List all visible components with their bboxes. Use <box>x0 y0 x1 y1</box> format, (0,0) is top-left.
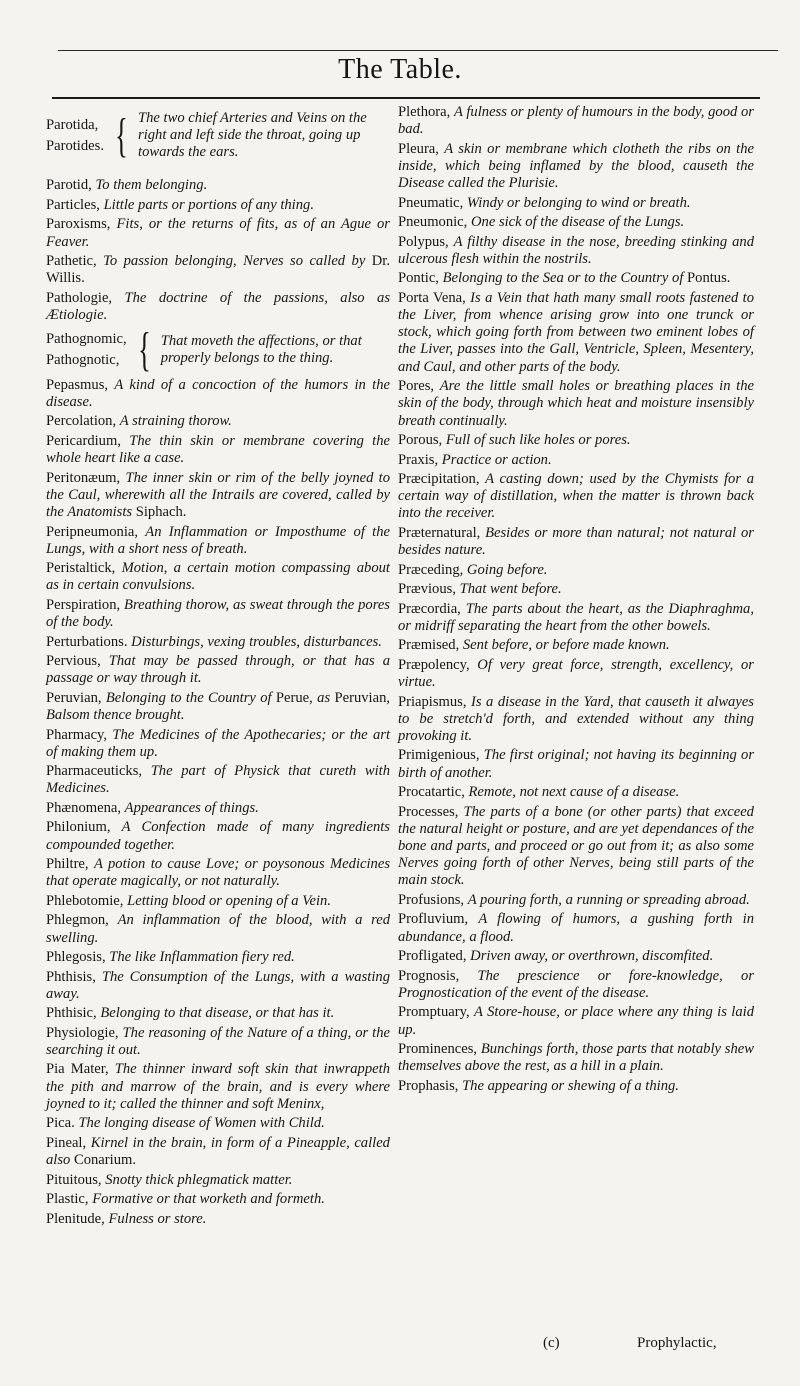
definition: A filthy disease in the nose, breeding stinking and ulcerous flesh within the nostrils. <box>398 233 754 267</box>
definition: The inner skin or rim of the belly joyned to the Caul, wherewith all the Intrails are covered, called by the Anatomists <box>46 469 390 521</box>
headword: Prævious, <box>398 581 456 598</box>
headword: Processes, <box>398 803 459 820</box>
dictionary-entry <box>398 452 754 469</box>
headword: Parotides. <box>46 137 104 154</box>
definition: A casting down; used by the Chymists for a certain way of distillation, when the matter is thrown back into the receiver. <box>398 471 754 522</box>
headword: Porta Vena, <box>398 289 466 306</box>
dictionary-entry <box>46 1135 390 1169</box>
definition: A pouring forth, a running or spreading abroad. <box>467 891 750 908</box>
dictionary-entry <box>398 471 754 523</box>
dictionary-entry <box>46 413 390 430</box>
definition: Full of such like holes or pores. <box>445 432 631 449</box>
definition: Breathing thorow, as sweat through the pores of the body. <box>46 596 390 631</box>
headword: Pineal, <box>46 1134 87 1151</box>
headword: Plenitude, <box>46 1210 105 1227</box>
headword: Profusions, <box>398 891 465 908</box>
dictionary-entry <box>46 253 390 287</box>
headword: Polypus, <box>398 233 449 250</box>
grouped-entry <box>46 323 390 377</box>
proper-name: Conarium. <box>73 1152 137 1169</box>
dictionary-entry <box>46 969 390 1003</box>
dictionary-entry <box>46 177 390 194</box>
headword: Præpolency, <box>398 656 470 673</box>
headword: Peripneumonia, <box>46 523 139 540</box>
headword: Peristaltick, <box>46 560 116 577</box>
definition: Sent before, or before made known. <box>462 637 670 654</box>
headword: Perturbations. <box>46 633 128 650</box>
proper-name: Peruvian, <box>334 689 391 706</box>
headword: Pepasmus, <box>46 376 109 393</box>
dictionary-entry <box>398 214 754 231</box>
dictionary-entry <box>398 104 754 138</box>
dictionary-entry <box>398 432 754 449</box>
headword: Physiologie, <box>46 1024 119 1041</box>
headword: Peritonæum, <box>46 469 121 486</box>
definition: The two chief Arteries and Veins on the right and left side the throat, going up towards the ears. <box>138 110 367 160</box>
headword: Pneumonic, <box>398 214 468 231</box>
catchword: Prophylactic, <box>637 1335 717 1351</box>
definition: Snotty thick phlegmatick matter. <box>105 1171 293 1188</box>
dictionary-entry <box>398 657 754 691</box>
dictionary-entry <box>398 601 754 635</box>
headword: Pica. <box>46 1115 75 1132</box>
headword: Praxis, <box>398 451 439 468</box>
left-column <box>46 104 390 1230</box>
dictionary-entry <box>46 377 390 411</box>
definition: as <box>317 689 331 706</box>
definition: To passion belonging, Nerves so called by <box>103 253 366 269</box>
dictionary-entry <box>398 784 754 801</box>
definition: Fits, or the returns of fits, as of an Ague or Feaver. <box>46 216 390 250</box>
page-title: The Table. <box>338 54 462 85</box>
definition: The parts about the heart, as the Diaphraghma, or midriff separating the heart from the other bowels. <box>398 600 754 634</box>
dictionary-entry <box>46 690 390 724</box>
definition: Formative or that worketh and formeth. <box>92 1191 325 1208</box>
headword: Plastic, <box>46 1191 89 1208</box>
headword: Pleura, <box>398 140 439 157</box>
definition: Practice or action. <box>441 451 552 468</box>
dictionary-entry <box>46 597 390 631</box>
dictionary-entry <box>46 1172 390 1189</box>
headword: Promptuary, <box>398 1004 470 1021</box>
headword: Pericardium, <box>46 432 121 449</box>
dictionary-entry <box>46 1061 390 1113</box>
dictionary-entry <box>46 893 390 910</box>
definition: The longing disease of Women with Child. <box>78 1115 325 1132</box>
dictionary-entry <box>398 892 754 909</box>
headword: Pituitous, <box>46 1171 102 1188</box>
definition: That may be passed through, or that has a passage or way through it. <box>46 653 390 687</box>
definition: The like Inflammation fiery red. <box>109 949 295 966</box>
headword: Philonium, <box>46 819 111 836</box>
headword: Particles, <box>46 196 100 213</box>
headword: Philtre, <box>46 856 89 873</box>
dictionary-entry <box>398 1078 754 1095</box>
headword: Pontic, <box>398 270 439 287</box>
definition: Belonging to that disease, or that has it. <box>100 1005 335 1022</box>
headword: Præcordia, <box>398 600 461 617</box>
definition: Balsom thence brought. <box>46 707 185 724</box>
dictionary-entry <box>398 694 754 746</box>
dictionary-entry <box>46 470 390 522</box>
headword: Plethora, <box>398 104 451 120</box>
headword: Pervious, <box>46 653 101 670</box>
definition: The Medicines of the Apothecaries; or the art of making them up. <box>46 726 390 760</box>
definition: Driven away, or overthrown, discomfited. <box>470 948 714 965</box>
definition: The part of Physick that cureth with Medicines. <box>46 763 391 797</box>
definition: Bunchings forth, those parts that notably shew themselves above the rest, as a hill in a plain. <box>398 1041 754 1075</box>
definition: To them belonging. <box>95 177 208 194</box>
definition: A fulness or plenty of humours in the body, good or bad. <box>398 104 754 138</box>
dictionary-entry <box>46 763 390 797</box>
dictionary-entry <box>398 562 754 579</box>
title-rule <box>52 97 760 99</box>
headword: Phlegosis, <box>46 949 106 966</box>
dictionary-entry <box>46 524 390 558</box>
headword: Phthisis, <box>46 968 96 985</box>
headword: Parotid, <box>46 177 92 194</box>
dictionary-entry <box>46 819 390 853</box>
dictionary-entry <box>46 727 390 761</box>
definition: Of very great force, strength, excellency, or virtue. <box>398 656 754 691</box>
dictionary-entry <box>398 195 754 212</box>
headword: Percolation, <box>46 413 117 430</box>
definition: Letting blood or opening of a Vein. <box>127 892 331 909</box>
dictionary-entry <box>398 270 754 287</box>
headword: Profluvium, <box>398 911 469 928</box>
definition: A flowing of humors, a gushing forth in abundance, a flood. <box>398 911 754 945</box>
definition: Belonging to the Sea or to the Country of <box>442 270 684 287</box>
headword: Pores, <box>398 378 435 395</box>
definition: That went before. <box>459 581 562 598</box>
dictionary-entry <box>398 290 754 376</box>
definition: A Confection made of many ingredients compounded together. <box>46 819 390 853</box>
definition: The thinner inward soft skin that inwrappeth the pith and marrow of the brain, and is every where joyned to it; called the thinner and soft Meninx, <box>46 1061 390 1112</box>
definition: A straining thorow. <box>119 413 232 430</box>
dictionary-entry <box>46 634 390 651</box>
headword: Phænomena, <box>46 799 121 816</box>
headword: Præmised, <box>398 637 460 654</box>
brace-mark: { <box>137 323 151 377</box>
right-column <box>398 104 754 1097</box>
dictionary-entry <box>46 949 390 966</box>
dictionary-entry <box>398 1041 754 1075</box>
definition: A potion to cause Love; or poysonous Medicines that operate magically, or not naturally. <box>46 856 390 890</box>
definition: An inflammation of the blood, with a red swelling. <box>46 912 390 946</box>
definition: The reasoning of the Nature of a thing, or the searching it out. <box>46 1024 390 1058</box>
dictionary-entry <box>46 1115 390 1132</box>
headword: Peruvian, <box>46 689 102 706</box>
dictionary-entry <box>398 804 754 890</box>
definition: That moveth the affections, or that properly belongs to the thing. <box>160 333 362 367</box>
headword: Pathetic, <box>46 253 97 269</box>
dictionary-entry <box>398 968 754 1002</box>
definition: Is a disease in the Yard, that causeth it alwayes to be stretch'd forth, and extended without any thing provoking it. <box>398 693 754 744</box>
dictionary-entry <box>398 378 754 430</box>
definition: The thin skin or membrane covering the whole heart like a case. <box>46 432 390 467</box>
definition: A skin or membrane which clotheth the ribs on the inside, which being inflamed by the blood, causeth the Disease called the Plurisie. <box>398 140 755 192</box>
headword: Phthisic, <box>46 1005 97 1022</box>
definition: Little parts or portions of any thing. <box>103 196 314 213</box>
proper-name: Perue, <box>275 689 313 706</box>
definition: The parts of a bone (or other parts) that exceed the natural height or posture, and are yet dependances of the bone and parts, and proceed or go out from it; as also some Nerves going forth of other Nerves, being still parts of the main stock. <box>398 803 754 889</box>
signature-mark: (c) <box>543 1335 560 1351</box>
headword: Pathologie, <box>46 289 113 306</box>
dictionary-entry <box>398 581 754 598</box>
dictionary-entry <box>46 912 390 946</box>
headword: Perspiration, <box>46 596 121 613</box>
dictionary-entry <box>398 141 754 193</box>
dictionary-entry <box>398 234 754 268</box>
dictionary-entry <box>46 1211 390 1228</box>
proper-name: Pontus. <box>687 270 731 287</box>
dictionary-entry <box>398 747 754 781</box>
headword: Pathognotic, <box>46 352 120 369</box>
dictionary-entry <box>398 637 754 654</box>
definition: The doctrine of the passions, also as Ætiologie. <box>46 289 391 323</box>
top-rule <box>58 50 778 51</box>
headword: Pathognomic, <box>46 331 127 348</box>
headword: Paroxisms, <box>46 216 111 233</box>
dictionary-entry <box>46 856 390 890</box>
definition: Appearances of things. <box>124 799 259 816</box>
spacer <box>46 163 390 177</box>
headword: Prophasis, <box>398 1077 459 1094</box>
dictionary-entry <box>46 653 390 687</box>
dictionary-entry <box>46 1025 390 1059</box>
definition: A Store-house, or place where any thing is laid up. <box>398 1004 754 1038</box>
dictionary-entry <box>398 525 754 559</box>
headword: Phlebotomie, <box>46 892 124 909</box>
definition: The first original; not having its beginning or birth of another. <box>398 747 754 781</box>
headword: Priapismus, <box>398 693 467 710</box>
definition: Motion, a certain motion compassing about as in certain convulsions. <box>46 560 390 594</box>
definition: One sick of the disease of the Lungs. <box>470 214 685 231</box>
definition: Fulness or store. <box>108 1210 207 1227</box>
dictionary-entry <box>398 1004 754 1038</box>
headword: Porous, <box>398 432 443 449</box>
definition: The Consumption of the Lungs, with a wasting away. <box>46 968 390 1002</box>
dictionary-entry <box>398 948 754 965</box>
brace-mark: { <box>115 108 128 162</box>
headword: Pneumatic, <box>398 194 464 211</box>
dictionary-entry <box>398 911 754 945</box>
definition: Are the little small holes or breathing places in the skin of the body, through which heat and moisture insensibly breath continually. <box>398 378 754 429</box>
dictionary-entry <box>46 1191 390 1208</box>
dictionary-entry <box>46 290 390 324</box>
definition: Windy or belonging to wind or breath. <box>466 194 691 211</box>
headword: Pharmaceuticks, <box>46 763 143 780</box>
definition: Disturbings, vexing troubles, disturbances. <box>131 633 382 650</box>
grouped-entry <box>46 110 390 161</box>
grouped-headwords <box>46 115 104 157</box>
headword: Primigenious, <box>398 747 480 764</box>
headword: Præcipitation, <box>398 471 480 488</box>
headword: Præternatural, <box>398 524 481 541</box>
definition: Besides or more than natural; not natural or besides nature. <box>398 524 754 559</box>
dictionary-entry <box>46 560 390 594</box>
definition: An Inflammation or Imposthume of the Lungs, with a short ness of breath. <box>46 523 390 557</box>
headword: Prominences, <box>398 1041 478 1058</box>
definition: Remote, not next cause of a disease. <box>468 784 680 801</box>
headword: Præceding, <box>398 561 464 578</box>
headword: Procatartic, <box>398 784 465 801</box>
proper-name: Dr. Willis. <box>46 253 390 287</box>
dictionary-entry <box>46 433 390 467</box>
definition: Is a Vein that hath many small roots fastened to the Liver, from whence arising grow into one trunck or stock, which going forth from between two eminent lobes of the Liver, passes into the Gall, Ventricle, Spleen, Mesentery, and Caul, and other parts of the body. <box>398 289 755 375</box>
definition: Belonging to the Country of <box>105 689 272 706</box>
definition: The prescience or fore-knowledge, or Prognostication of the event of the disease. <box>398 967 755 1001</box>
headword: Profligated, <box>398 948 467 965</box>
proper-name: Siphach. <box>135 504 187 521</box>
dictionary-entry <box>46 197 390 214</box>
headword: Parotida, <box>46 116 99 133</box>
headword: Phlegmon, <box>46 912 109 929</box>
definition: Kirnel in the brain, in form of a Pineapple, called also <box>46 1134 390 1169</box>
definition: The appearing or shewing of a thing. <box>462 1077 679 1094</box>
dictionary-entry <box>46 800 390 817</box>
dictionary-entry <box>46 216 390 250</box>
definition: A kind of a concoction of the humors in the disease. <box>46 376 390 410</box>
headword: Pharmacy, <box>46 726 108 743</box>
grouped-headwords <box>46 329 127 371</box>
headword: Prognosis, <box>398 967 460 984</box>
headword: Pia Mater, <box>46 1061 109 1078</box>
dictionary-entry <box>46 1005 390 1022</box>
page-footer <box>0 1335 800 1365</box>
definition: Going before. <box>466 561 548 578</box>
